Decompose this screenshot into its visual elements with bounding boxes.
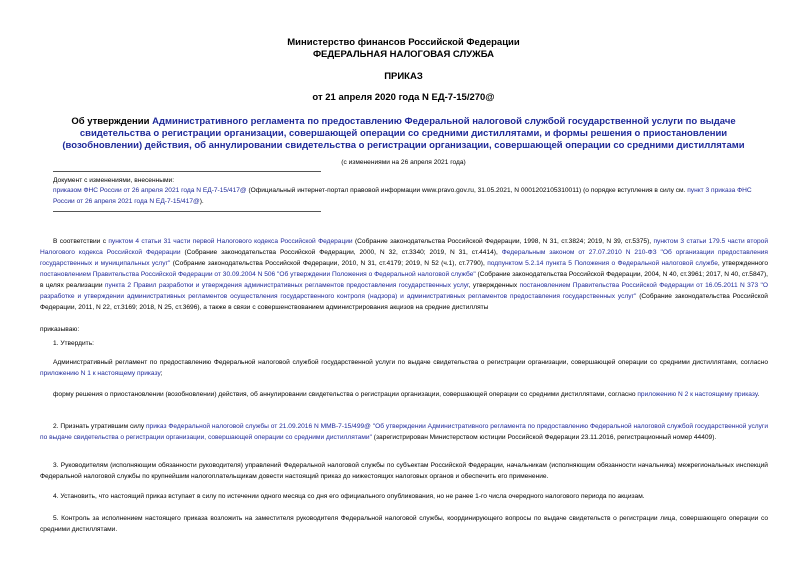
title-regulation-link[interactable]: Административного регламента по предоставлению Федеральной налоговой службой государственной услуги по выдаче свидетельства о регистрации организации, совершающей операции со средними дистиллятами, и формы решения о приостановлении (возобновлении) действия, об аннулировании свидетельства о регистрации организации, совершающей операции со средними дистиллятами xyxy=(62,116,745,151)
amendments-top-rule xyxy=(53,171,321,172)
item-1-b: форму решения о приостановлении (возобновлении) действия, об аннулировании свидетельства о регистрации организации, совершающей операции со средними дистиллятами, согласно приложению N 2 к настоящему приказу. xyxy=(53,391,760,398)
order-word: приказываю: xyxy=(40,326,80,333)
revision-note: (с изменениями на 26 апреля 2021 года) xyxy=(341,159,466,166)
page-title xyxy=(40,116,767,152)
preamble-link-resolution-373[interactable]: постановлением Правительства Российской Федерации от 16.05.2011 N 373 "О разработке и утверждении административных регламентов осуществления государственного контроля (надзора) и административных регламентов предоставления государственных услуг" xyxy=(40,282,768,300)
amendments-text: приказом ФНС России от 26 апреля 2021 года N ЕД-7-15/417@ (Официальный интернет-портал правовой информации www.pravo.gov.ru, 31.05.2021, N 0001202105310011) (о порядке вступления в силу см. пункт 3 приказа ФНС России от 26 апреля 2021 года N ЕД-7-15/417@). xyxy=(53,187,752,205)
title-prefix: Об утверждении xyxy=(71,116,153,127)
amendments-label: Документ с изменениями, внесенными: xyxy=(53,177,175,184)
document-type: ПРИКАЗ xyxy=(384,71,423,82)
item-2: 2. Признать утратившим силу приказ Федеральной налоговой службы от 21.09.2016 N ММВ-7-15/499@ "Об утверждении Административного регламента по предоставлению Федеральной налоговой службой государственной услуги по выдаче свидетельства о регистрации организации, совершающей операции со средними дистиллятами" (зарегистрирован Министерством юстиции Российской Федерации 23.11.2016, регистрационный номер 44409). xyxy=(40,423,769,441)
amendment-order-link[interactable]: приказом ФНС России от 26 апреля 2021 года N ЕД-7-15/417@ xyxy=(53,187,247,194)
amendments-bottom-rule xyxy=(53,211,321,212)
amendment-clause-link[interactable]: пункт 3 приказа ФНС России от 26 апреля 2021 года N ЕД-7-15/417@ xyxy=(53,187,752,205)
item-5: 5. Контроль за исполнением настоящего приказа возложить на заместителя руководителя Федеральной налоговой службы, координирующего вопросы по выдаче свидетельств о регистрации лица, совершающего операции со средними дистиллятами. xyxy=(40,515,768,533)
item-1-a: Административный регламент по предоставлению Федеральной налоговой службой государственной услуги по выдаче свидетельства о регистрации организации, совершающей операции со средними дистиллятами, согласно приложению N 1 к настоящему приказу; xyxy=(40,359,768,377)
ministry-name: Министерство финансов Российской Федерации xyxy=(287,37,520,48)
preamble-link-fns-regulation[interactable]: подпунктом 5.2.14 пункта 5 Положения о Федеральной налоговой службе xyxy=(487,260,718,267)
item-3: 3. Руководителям (исполняющим обязанности руководителя) управлений Федеральной налоговой службы по субъектам Российской Федерации, начальникам (исполняющим обязанности начальника) межрегиональных инспекций Федеральной налоговой службы по крупнейшим налогоплательщикам довести настоящий приказ до нижестоящих налоговых органов и обеспечить его применение. xyxy=(40,462,768,480)
preamble-link-rules-clause[interactable]: пункта 2 Правил разработки и утверждения административных регламентов предоставления государственных услуг xyxy=(104,282,469,289)
preamble-paragraph: В соответствии с пунктом 4 статьи 31 части первой Налогового кодекса Российской Федерации (Собрание законодательства Российской Федерации, 1998, N 31, ст.3824; 2019, N 39, ст.5375), пунктом 3 статьи 179.5 части второй Налогового кодекса Российской Федерации (Собрание законодательства Российской Федерации, 2000, N 32, ст.3340; 2019, N 31, ст.4414), Федеральным законом от 27.07.2010 N 210-ФЗ "Об организации предоставления государственных и муниципальных услуг" (Собрание законодательства Российской Федерации, 2010, N 31, ст.4179; 2019, N 52 (ч.1), ст.7790), подпунктом 5.2.14 пункта 5 Положения о Федеральной налоговой службе, утвержденного постановлением Правительства Российской Федерации от 30.09.2004 N 506 "Об утверждении Положения о Федеральной налоговой службе" (Собрание законодательства Российской Федерации, 2004, N 40, ст.3961; 2017, N 40, ст.5847), в целях реализации пункта 2 Правил разработки и утверждения административных регламентов предоставления государственных услуг, утвержденных постановлением Правительства Российской Федерации от 16.05.2011 N 373 "О разработке и утверждении административных регламентов осуществления государственного контроля (надзора) и административных регламентов предоставления государственных услуг" (Собрание законодательства Российской Федерации, 2011, N 22, ст.3169; 2018, N 25, ст.3696), а также в связи с совершенствованием администрирования акцизов на средние дистилляты xyxy=(40,238,769,311)
appendix-1-link[interactable]: приложению N 1 к настоящему приказу xyxy=(40,370,161,377)
repealed-order-link[interactable]: приказ Федеральной налоговой службы от 21.09.2016 N ММВ-7-15/499@ "Об утверждении Административного регламента по предоставлению Федеральной налоговой службой государственной услуги по выдаче свидетельства о регистрации организации, совершающей операции со средними дистиллятами" xyxy=(40,423,769,441)
appendix-2-link[interactable]: приложению N 2 к настоящему приказу xyxy=(637,391,758,398)
preamble-link-nk-179[interactable]: пунктом 3 статьи 179.5 части второй Налогового кодекса Российской Федерации xyxy=(40,238,769,256)
item-1-lead: 1. Утвердить: xyxy=(53,340,94,347)
preamble-link-nk-31[interactable]: пунктом 4 статьи 31 части первой Налогового кодекса Российской Федерации xyxy=(108,238,353,245)
item-4: 4. Установить, что настоящий приказ вступает в силу по истечении одного месяца со дня его официального опубликования, но не ранее 1-го числа очередного налогового периода по акцизам. xyxy=(53,493,645,500)
preamble-link-resolution-506[interactable]: постановлением Правительства Российской Федерации от 30.09.2004 N 506 "Об утверждении Положения о Федеральной налоговой службе" xyxy=(40,271,476,278)
service-name: ФЕДЕРАЛЬНАЯ НАЛОГОВАЯ СЛУЖБА xyxy=(312,49,495,60)
document-date: от 21 апреля 2020 года N ЕД-7-15/270@ xyxy=(312,92,495,103)
preamble-link-fz-210[interactable]: Федеральным законом от 27.07.2010 N 210-ФЗ "Об организации предоставления государственных и муниципальных услуг" xyxy=(40,249,768,267)
